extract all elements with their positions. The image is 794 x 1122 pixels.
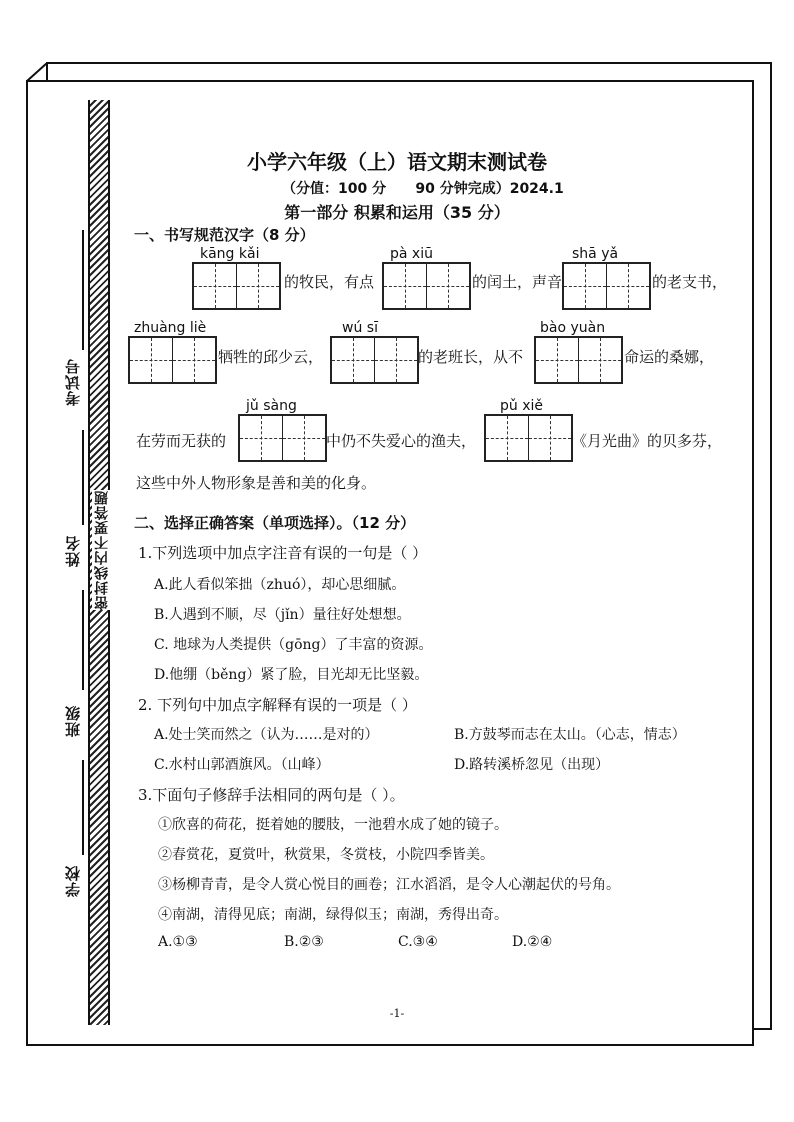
exam-title: 小学六年级（上）语文期末测试卷 bbox=[247, 150, 547, 174]
question-2: 2. 下列句中加点字解释有误的一项是（ ） bbox=[138, 696, 417, 714]
class-line bbox=[82, 590, 84, 690]
tianzige-box[interactable] bbox=[484, 414, 573, 462]
q1-option-b[interactable]: B.人遇到不顺，尽（jǐn）量往好处想想。 bbox=[154, 607, 411, 623]
pinyin: kāng kǎi bbox=[200, 246, 260, 262]
frame-corner-line bbox=[26, 63, 47, 82]
q1-option-c[interactable]: C. 地球为人类提供（gōng）了丰富的资源。 bbox=[154, 637, 433, 653]
pinyin: shā yǎ bbox=[572, 246, 619, 262]
pinyin: pà xiū bbox=[390, 246, 433, 262]
school-label: 学校 bbox=[64, 865, 82, 897]
q3-sentence-1: ①欣喜的荷花，挺着她的腰肢，一池碧水成了她的镜子。 bbox=[158, 817, 508, 833]
q1-option-a[interactable]: A.此人看似笨拙（zhuó），却心思细腻。 bbox=[154, 577, 406, 593]
pinyin: bào yuàn bbox=[540, 320, 606, 336]
q3-option-a[interactable]: A.①③ bbox=[158, 934, 198, 950]
pinyin: jǔ sàng bbox=[246, 398, 297, 414]
tianzige-box[interactable] bbox=[562, 262, 651, 310]
exam-number-line bbox=[82, 230, 84, 350]
exam-subtitle: （分值：100 分 90 分钟完成）2024.1 bbox=[282, 181, 564, 197]
class-label: 班级 bbox=[64, 705, 82, 737]
sentence-text: 的老班长，从不 bbox=[418, 348, 524, 366]
q2-option-c[interactable]: C.水村山郭酒旗风。（山峰） bbox=[154, 757, 330, 773]
tianzige-box[interactable] bbox=[330, 336, 419, 384]
tianzige-box[interactable] bbox=[128, 336, 217, 384]
tianzige-box[interactable] bbox=[192, 262, 281, 310]
sentence-text: 的闰土，声音 bbox=[472, 273, 563, 291]
tianzige-box[interactable] bbox=[238, 414, 327, 462]
question-3: 3.下面句子修辞手法相同的两句是（ ）。 bbox=[138, 786, 405, 804]
pinyin: zhuàng liè bbox=[134, 320, 207, 336]
q3-sentence-2: ②春赏花，夏赏叶，秋赏果，冬赏枝，小院四季皆美。 bbox=[158, 847, 494, 863]
tianzige-box[interactable] bbox=[534, 336, 623, 384]
sentence-text: 命运的桑娜， bbox=[624, 348, 715, 366]
page-number: -1- bbox=[389, 1007, 405, 1020]
pinyin: pǔ xiě bbox=[500, 398, 543, 414]
seal-line-note: 密封线内不要答题 bbox=[94, 490, 110, 610]
q3-option-d[interactable]: D.②④ bbox=[512, 934, 553, 950]
q2-option-b[interactable]: B.方鼓琴而志在太山。（心志，情志） bbox=[454, 727, 686, 743]
sentence-text: 《月光曲》的贝多芬， bbox=[572, 432, 723, 450]
exam-number-label: 考试号 bbox=[64, 358, 82, 406]
q1-option-d[interactable]: D.他绷（běng）紧了脸，目光却无比坚毅。 bbox=[154, 667, 429, 683]
name-label: 姓名 bbox=[64, 535, 82, 567]
part-heading: 第一部分 积累和运用（35 分） bbox=[284, 203, 510, 222]
school-line bbox=[82, 760, 84, 855]
question-1: 1.下列选项中加点字注音有误的一句是（ ） bbox=[138, 544, 428, 562]
sentence-text: 的牧民，有点 bbox=[284, 273, 375, 291]
sentence-text: 牺牲的邱少云， bbox=[218, 348, 324, 366]
q3-sentence-4: ④南湖，清得见底；南湖，绿得似玉；南湖，秀得出奇。 bbox=[158, 907, 508, 923]
section1-heading: 一、书写规范汉字（8 分） bbox=[134, 226, 315, 244]
q3-sentence-3: ③杨柳青青，是令人赏心悦目的画卷；江水滔滔，是令人心潮起伏的号角。 bbox=[158, 877, 620, 893]
sentence-text: 在劳而无获的 bbox=[136, 432, 227, 450]
q2-option-a[interactable]: A.处士笑而然之（认为……是对的） bbox=[154, 727, 379, 743]
section2-heading: 二、选择正确答案（单项选择）。（12 分） bbox=[134, 514, 416, 532]
q3-option-c[interactable]: C.③④ bbox=[398, 934, 438, 950]
sentence-text: 的老支书， bbox=[652, 273, 728, 291]
sentence-text: 这些中外人物形象是善和美的化身。 bbox=[136, 474, 377, 492]
name-line bbox=[82, 430, 84, 525]
q2-option-d[interactable]: D.路转溪桥忽见（出现） bbox=[454, 757, 610, 773]
q3-option-b[interactable]: B.②③ bbox=[284, 934, 324, 950]
tianzige-box[interactable] bbox=[382, 262, 471, 310]
pinyin: wú sī bbox=[342, 320, 378, 336]
sentence-text: 中仍不失爱心的渔夫， bbox=[326, 432, 477, 450]
